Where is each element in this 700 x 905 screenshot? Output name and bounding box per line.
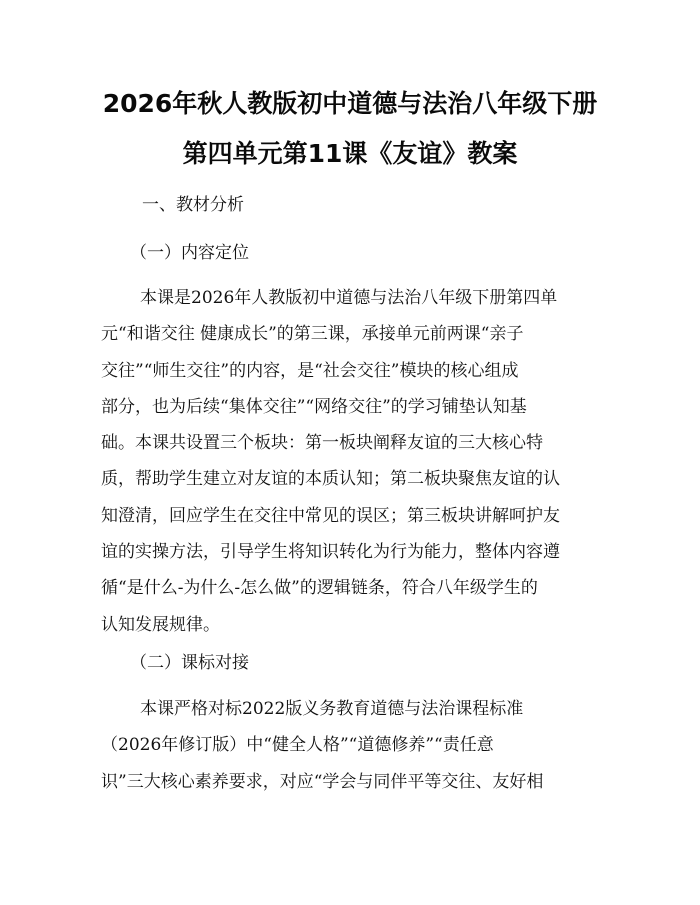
paragraph-line: 交往”“师生交往”的内容，是“社会交往”模块的核心组成 bbox=[101, 360, 519, 381]
paragraph-line: 谊的实操方法，引导学生将知识转化为行为能力，整体内容遵 bbox=[101, 542, 560, 563]
document-title-line-1: 2026年秋人教版初中道德与法治八年级下册 bbox=[102, 89, 598, 118]
paragraph-line: 知澄清，回应学生在交往中常见的误区；第三板块讲解呵护友 bbox=[101, 505, 560, 526]
paragraph-line: 认知发展规律。 bbox=[101, 614, 220, 635]
paragraph-content-positioning bbox=[101, 280, 601, 643]
section-heading-textbook-analysis: 一、教材分析 bbox=[142, 195, 244, 215]
paragraph-line: 识”三大核心素养要求，对应“学会与同伴平等交往、友好相 bbox=[101, 771, 544, 792]
paragraph-line: 本课严格对标2022版义务教育道德与法治课程标准 bbox=[140, 699, 524, 719]
subsection-heading-content-positioning: （一）内容定位 bbox=[130, 243, 249, 263]
paragraph-line: 元“和谐交往 健康成长”的第三课，承接单元前两课“亲子 bbox=[101, 324, 524, 345]
paragraph-curriculum-alignment bbox=[101, 691, 601, 800]
paragraph-line: 本课是2026年人教版初中道德与法治八年级下册第四单 bbox=[140, 288, 558, 308]
paragraph-line: （2026年修订版）中“健全人格”“道德修养”“责任意 bbox=[101, 735, 494, 756]
document-title-line-2: 第四单元第11课《友谊》教案 bbox=[182, 139, 518, 168]
paragraph-line: 础。本课共设置三个板块：第一板块阐释友谊的三大核心特 bbox=[101, 433, 543, 454]
paragraph-line: 质，帮助学生建立对友谊的本质认知；第二板块聚焦友谊的认 bbox=[101, 469, 560, 490]
subsection-heading-curriculum-alignment: （二）课标对接 bbox=[130, 653, 249, 673]
paragraph-line: 部分，也为后续“集体交往”“网络交往”的学习铺垫认知基 bbox=[101, 396, 527, 417]
paragraph-line: 循“是什么-为什么-怎么做”的逻辑链条，符合八年级学生的 bbox=[101, 578, 538, 599]
